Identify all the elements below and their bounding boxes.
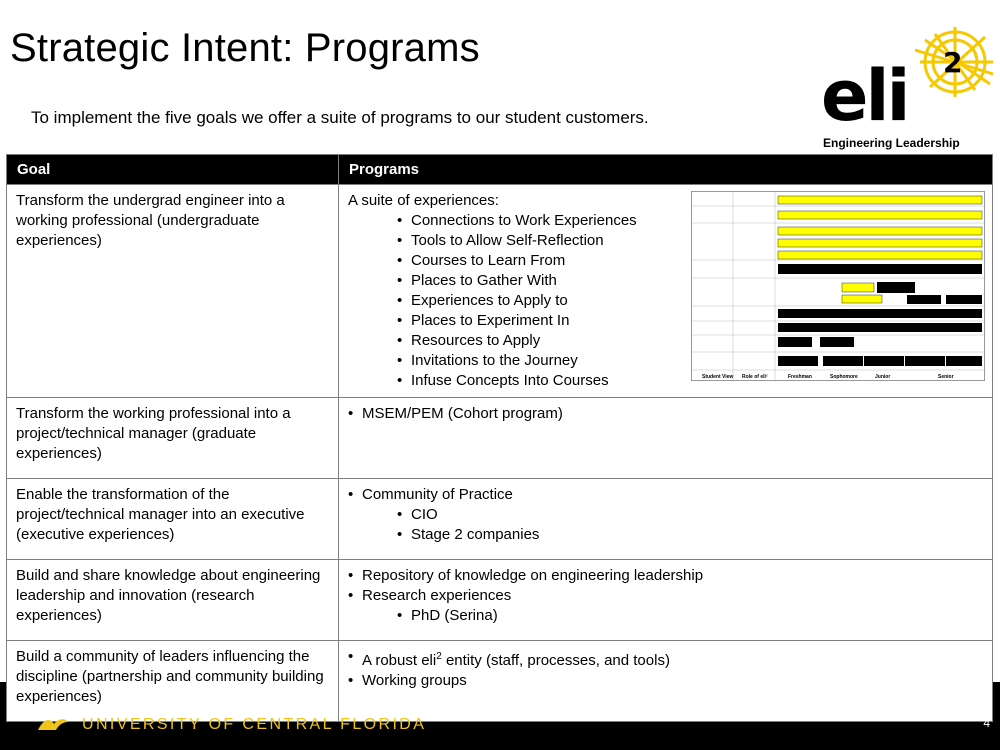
list-item-text-a: A robust eli — [362, 652, 437, 669]
roadmap-label: Role of eli² — [742, 374, 768, 380]
pegasus-icon — [36, 716, 70, 734]
list-item: • Infuse Concepts Into Courses — [397, 371, 983, 391]
programs-cell — [339, 641, 993, 722]
goal-cell: Build and share knowledge about engineering leadership and innovation (research experiences) — [7, 560, 339, 641]
program-roadmap-thumbnail — [691, 191, 985, 381]
roadmap-label: Senior — [938, 374, 954, 380]
logo-text: eli — [821, 55, 908, 137]
list-item-text-b: entity (staff, processes, and tools) — [441, 652, 670, 669]
program-list — [348, 566, 983, 606]
goal-cell: Enable the transformation of the project/technical manager into an executive (executive experiences) — [7, 479, 339, 560]
logo-superscript: 2 — [943, 46, 963, 79]
program-list — [348, 647, 983, 691]
table-row — [7, 398, 993, 479]
list-item: • Tools to Allow Self-Reflection — [397, 231, 983, 251]
list-item: • Places to Gather With — [397, 271, 983, 291]
roadmap-label: Sophomore — [830, 374, 858, 380]
table-row — [7, 641, 993, 722]
table-row — [7, 560, 993, 641]
list-item: • Invitations to the Journey — [397, 351, 983, 371]
list-item: • Courses to Learn From — [397, 251, 983, 271]
list-item: • Connections to Work Experiences — [397, 211, 983, 231]
list-item: • Research experiences — [348, 586, 983, 606]
roadmap-graphic — [692, 192, 986, 382]
list-item — [348, 647, 983, 671]
list-item: • PhD (Serina) — [397, 606, 983, 626]
page-title: Strategic Intent: Programs — [10, 26, 480, 70]
roadmap-label: Student View — [702, 374, 734, 380]
table-header-row — [7, 155, 993, 185]
programs-intro: A suite of experiences: — [348, 192, 499, 209]
program-list — [348, 485, 983, 505]
list-item-superscript: 2 — [436, 651, 442, 662]
list-item: • MSEM/PEM (Cohort program) — [348, 404, 983, 424]
programs-cell — [339, 398, 993, 479]
eli2-logo — [815, 22, 995, 154]
goal-cell: Transform the working professional into a project/technical manager (graduate experiences) — [7, 398, 339, 479]
programs-cell — [339, 479, 993, 560]
list-item: • Stage 2 companies — [397, 525, 983, 545]
programs-cell — [339, 560, 993, 641]
logo-tagline: Engineering Leadership — [823, 136, 960, 150]
list-item: • Places to Experiment In — [397, 311, 983, 331]
page-number: 4 — [983, 716, 990, 730]
header-programs: Programs — [339, 155, 993, 185]
university-name: UNIVERSITY OF CENTRAL FLORIDA — [82, 716, 427, 733]
program-list — [348, 404, 983, 424]
list-item: • Resources to Apply — [397, 331, 983, 351]
sub-program-list — [397, 606, 983, 626]
goal-cell: Transform the undergrad engineer into a working professional (undergraduate experiences) — [7, 185, 339, 398]
sub-program-list — [397, 505, 983, 545]
list-item: • Experiences to Apply to — [397, 291, 983, 311]
sun-logo-graphic — [815, 22, 995, 154]
table-row — [7, 479, 993, 560]
list-item: • Working groups — [348, 671, 983, 691]
page-subtitle: To implement the five goals we offer a suite of programs to our student customers. — [31, 108, 649, 127]
list-item: • Community of Practice — [348, 485, 983, 505]
list-item: • Repository of knowledge on engineering leadership — [348, 566, 983, 586]
list-item: • CIO — [397, 505, 983, 525]
goal-cell: Build a community of leaders influencing the discipline (partnership and community building experiences) — [7, 641, 339, 722]
roadmap-label: Junior — [875, 374, 891, 380]
header-goal: Goal — [7, 155, 339, 185]
roadmap-label: Freshman — [788, 374, 812, 380]
